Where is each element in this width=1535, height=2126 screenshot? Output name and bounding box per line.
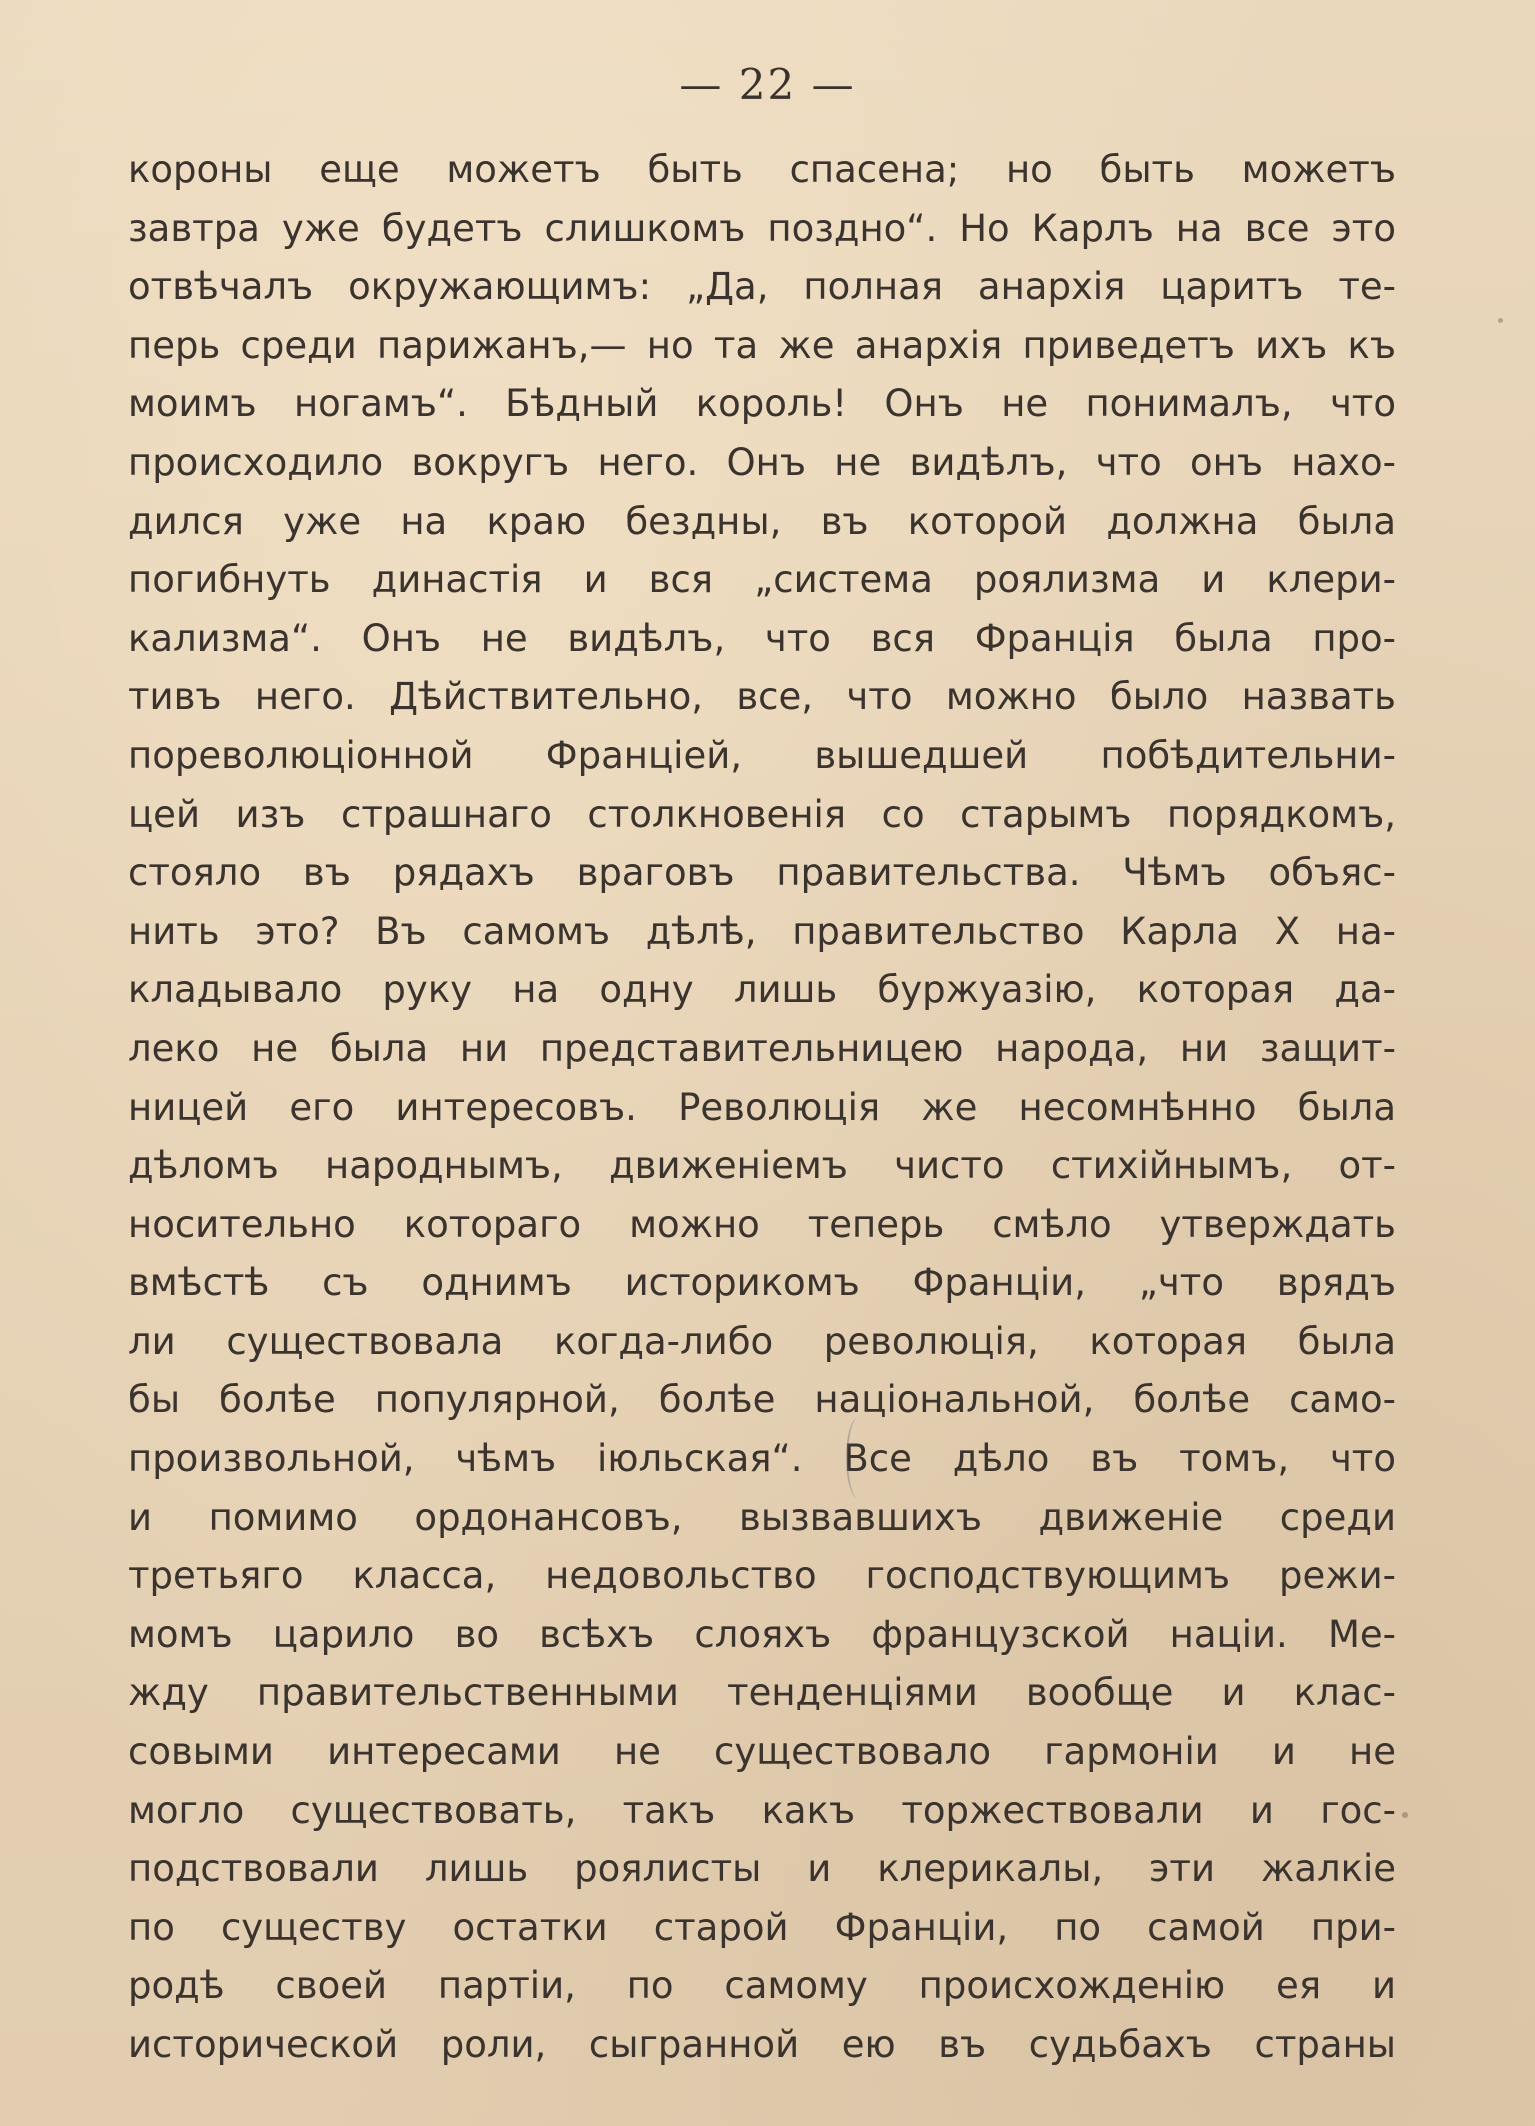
text-line: родѣ своей партіи, по самому происхожденію ея и	[128, 1964, 1396, 2008]
text-line: тивъ него. Дѣйствительно, все, что можно было назвать	[128, 675, 1396, 719]
text-line: кализма“. Онъ не видѣлъ, что вся Франція была про-	[128, 616, 1396, 660]
text-line: и помимо ордонансовъ, вызвавшихъ движеніе среди	[128, 1495, 1396, 1539]
text-line: короны еще можетъ быть спасена; но быть можетъ	[128, 148, 1396, 191]
text-line: ли существовала когда-либо революція, которая была	[128, 1319, 1396, 1363]
text-line: подствовали лишь роялисты и клерикалы, эти жалкіе	[128, 1847, 1396, 1891]
text-line: нить это? Въ самомъ дѣлѣ, правительство Карла X на-	[128, 909, 1396, 953]
text-line: стояло въ рядахъ враговъ правительства. Чѣмъ объяс-	[128, 851, 1396, 895]
text-line: происходило вокругъ него. Онъ не видѣлъ, что онъ нахо-	[128, 440, 1396, 484]
text-line: леко не была ни представительницею народа, ни защит-	[128, 1026, 1396, 1070]
text-line: исторической роли, сыгранной ею въ судьбахъ страны	[128, 2023, 1396, 2066]
text-line: дѣломъ народнымъ, движеніемъ чисто стихійнымъ, от-	[128, 1144, 1396, 1188]
text-line: носительно котораго можно теперь смѣло утверждать	[128, 1202, 1396, 1246]
page-number: — 22 —	[679, 60, 856, 109]
text-line: совыми интересами не существовало гармоніи и не	[128, 1730, 1396, 1774]
text-line: отвѣчалъ окружающимъ: „Да, полная анархія царитъ те-	[128, 265, 1396, 309]
text-line: бы болѣе популярной, болѣе національной, болѣе само-	[128, 1378, 1396, 1422]
text-line: вмѣстѣ съ однимъ историкомъ Франціи, „что врядъ	[128, 1261, 1396, 1305]
text-line: кладывало руку на одну лишь буржуазію, которая да-	[128, 968, 1396, 1012]
text-line: моимъ ногамъ“. Бѣдный король! Онъ не понималъ, что	[128, 382, 1396, 426]
text-line: дился уже на краю бездны, въ которой должна была	[128, 499, 1396, 543]
body-text	[128, 141, 1396, 2075]
paper-speck	[1498, 318, 1503, 323]
text-line: цей изъ страшнаго столкновенія со старымъ порядкомъ,	[128, 792, 1396, 836]
text-line: могло существовать, такъ какъ торжествовали и гос-	[128, 1788, 1396, 1832]
text-line: по существу остатки старой Франціи, по самой при-	[128, 1905, 1396, 1949]
text-line: завтра уже будетъ слишкомъ поздно“. Но Карлъ на все это	[128, 206, 1396, 250]
text-line: момъ царило во всѣхъ слояхъ французской націи. Ме-	[128, 1612, 1396, 1656]
text-line: произвольной, чѣмъ іюльская“. Все дѣло въ томъ, что	[128, 1437, 1396, 1481]
paper-speck	[1402, 1812, 1408, 1818]
text-line: жду правительственными тенденціями вообще и клас-	[128, 1671, 1396, 1715]
text-line: пореволюціонной Франціей, вышедшей побѣдительни-	[128, 733, 1396, 777]
text-line: перь среди парижанъ,— но та же анархія приведетъ ихъ къ	[128, 323, 1396, 367]
pencil-mark	[846, 1418, 870, 1498]
text-line: погибнуть династія и вся „система роялизма и клери-	[128, 558, 1396, 602]
text-line: ницей его интересовъ. Революція же несомнѣнно была	[128, 1085, 1396, 1129]
text-line: третьяго класса, недовольство господствующимъ режи-	[128, 1554, 1396, 1598]
